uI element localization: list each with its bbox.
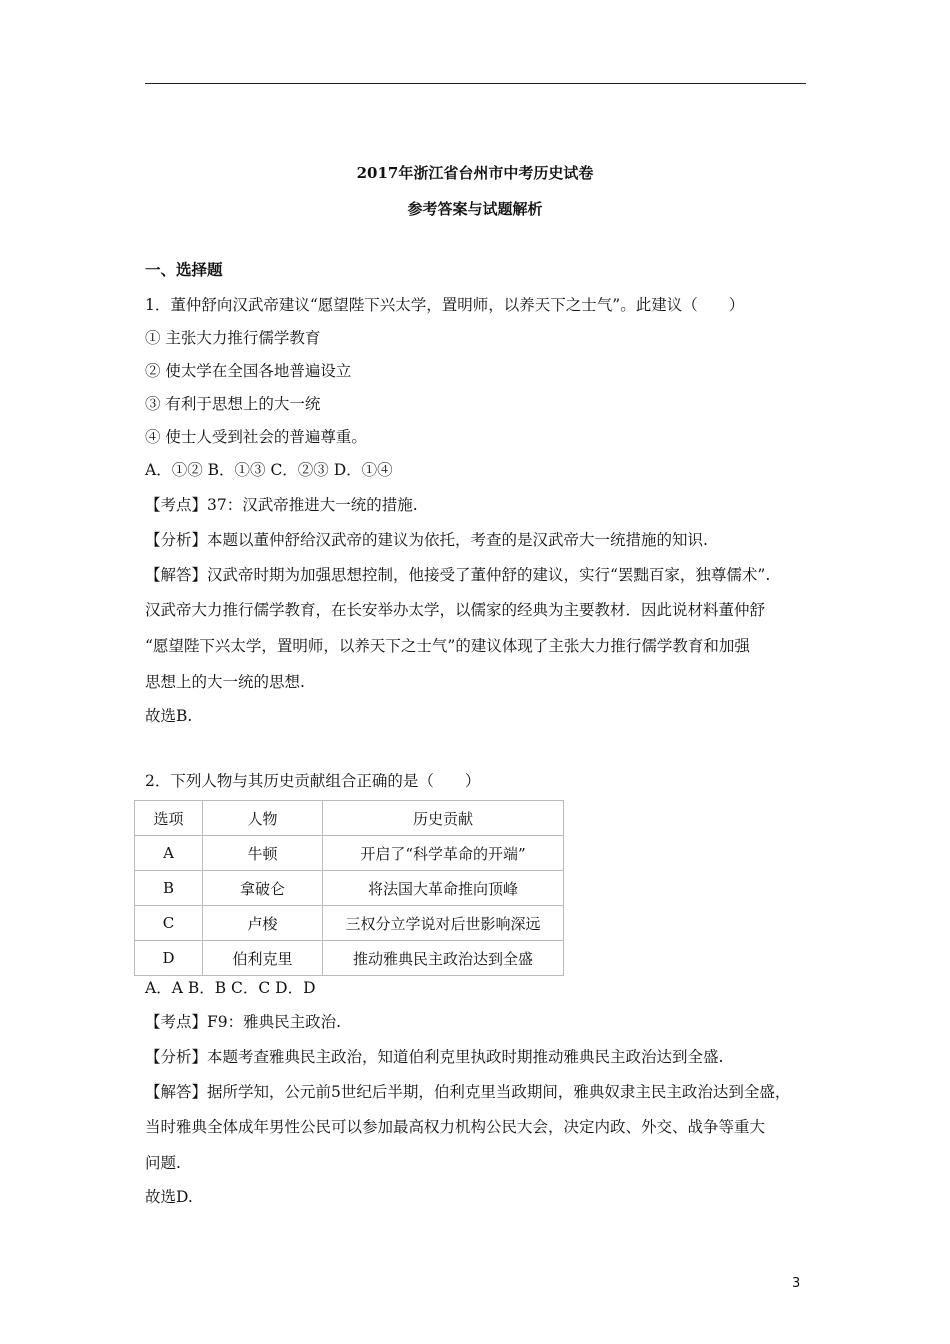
q1-option-4: ④ 使士人受到社会的普遍尊重。 xyxy=(145,428,367,446)
q2-answer: 故选D. xyxy=(145,1188,193,1206)
q2-fenxi: 【分析】本题考查雅典民主政治，知道伯利克里执政时期推动雅典民主政治达到全盛. xyxy=(145,1048,724,1066)
document-title: 2017年浙江省台州市中考历史试卷 xyxy=(356,164,594,182)
q1-option-1: ① 主张大力推行儒学教育 xyxy=(145,329,321,347)
q2-jieda-line1: 【解答】据所学知，公元前5世纪后半期，伯利克里当政期间，雅典奴隶主民主政治达到全盛， xyxy=(145,1083,791,1101)
section-heading: 一、选择题 xyxy=(145,260,223,279)
q1-option-3: ③ 有利于思想上的大一统 xyxy=(145,395,321,413)
table-row xyxy=(135,871,564,906)
q2-choices: A．A B．B C．C D．D xyxy=(145,979,316,997)
q1-option-2: ② 使太学在全国各地普遍设立 xyxy=(145,362,352,380)
q2-jieda-line3: 问题. xyxy=(145,1154,181,1172)
table-header-cell: 选项 xyxy=(135,801,203,836)
document-subtitle: 参考答案与试题解析 xyxy=(407,200,543,218)
table-header-cell: 人物 xyxy=(203,801,323,836)
table-cell: 将法国大革命推向顶峰 xyxy=(323,871,564,906)
q2-jieda-line2: 当时雅典全体成年男性公民可以参加最高权力机构公民大会，决定内政、外交、战争等重大 xyxy=(145,1118,766,1136)
q1-kaodian: 【考点】37：汉武帝推进大一统的措施. xyxy=(145,496,418,514)
header-rule xyxy=(145,83,806,84)
table-cell: B xyxy=(135,871,203,906)
q2-table xyxy=(134,800,564,976)
table-cell: 卢梭 xyxy=(203,906,323,941)
q1-stem: 1．董仲舒向汉武帝建议“愿望陛下兴太学，置明师，以养天下之士气”。此建议（ ） xyxy=(145,296,745,314)
table-row xyxy=(135,941,564,976)
table-cell: 拿破仑 xyxy=(203,871,323,906)
q1-jieda-line1: 【解答】汉武帝时期为加强思想控制，他接受了董仲舒的建议，实行“罢黜百家，独尊儒术”. xyxy=(145,566,771,584)
table-header-row xyxy=(135,801,564,836)
q1-answer: 故选B. xyxy=(145,707,193,725)
table-cell: 推动雅典民主政治达到全盛 xyxy=(323,941,564,976)
table-row xyxy=(135,906,564,941)
page-number: 3 xyxy=(792,1276,801,1291)
table-cell: 伯利克里 xyxy=(203,941,323,976)
q1-fenxi: 【分析】本题以董仲舒给汉武帝的建议为依托，考查的是汉武帝大一统措施的知识. xyxy=(145,531,708,549)
q1-jieda-line4: 思想上的大一统的思想. xyxy=(145,673,305,691)
table-cell: 三权分立学说对后世影响深远 xyxy=(323,906,564,941)
q1-choices: A．①② B．①③ C．②③ D．①④ xyxy=(145,461,393,479)
table-cell: D xyxy=(135,941,203,976)
q1-jieda-line3: “愿望陛下兴太学，置明师，以养天下之士气”的建议体现了主张大力推行儒学教育和加强 xyxy=(145,637,750,655)
table-header-cell: 历史贡献 xyxy=(323,801,564,836)
table-cell: A xyxy=(135,836,203,871)
table-cell: 牛顿 xyxy=(203,836,323,871)
q2-kaodian: 【考点】F9：雅典民主政治. xyxy=(145,1013,342,1031)
q1-jieda-line2: 汉武帝大力推行儒学教育，在长安举办太学，以儒家的经典为主要教材．因此说材料董仲舒 xyxy=(145,601,766,619)
q2-stem: 2．下列人物与其历史贡献组合正确的是（ ） xyxy=(145,772,481,790)
table-row xyxy=(135,836,564,871)
table-cell: C xyxy=(135,906,203,941)
table-cell: 开启了“科学革命的开端” xyxy=(323,836,564,871)
